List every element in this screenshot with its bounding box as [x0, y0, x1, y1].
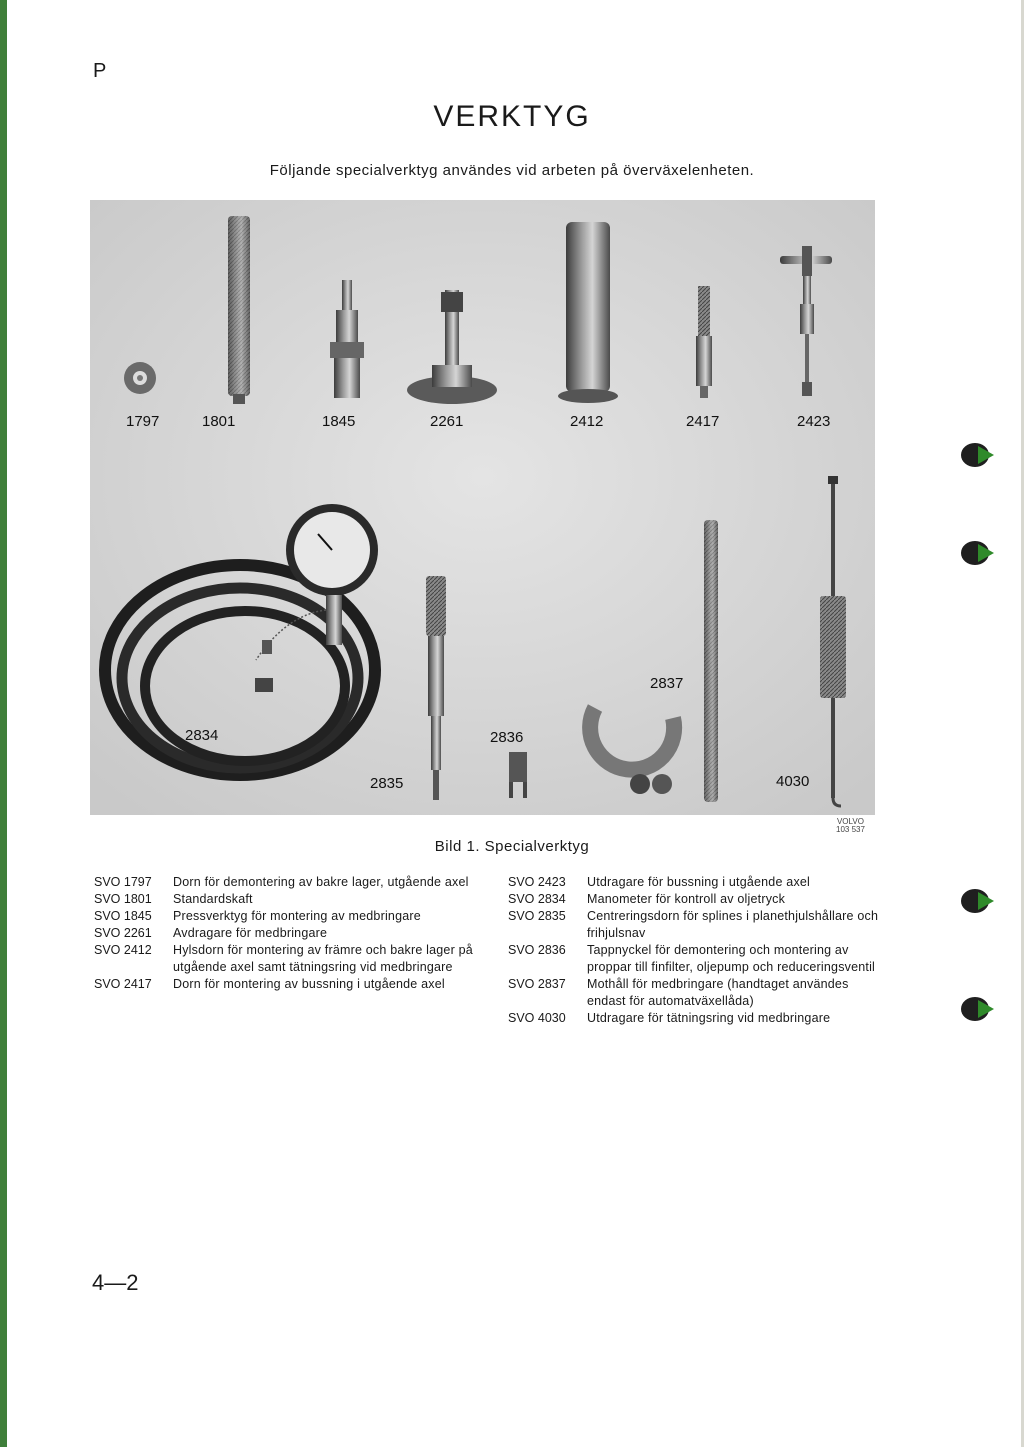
- legend-item: [508, 891, 883, 908]
- tool-2417: [696, 286, 712, 398]
- legend-code: SVO 2412: [94, 943, 152, 957]
- legend-right: [508, 874, 883, 1027]
- label-1845: 1845: [322, 413, 356, 430]
- label-2261: 2261: [430, 413, 464, 430]
- index-tab-3: [960, 886, 996, 916]
- label-2835: 2835: [370, 775, 404, 792]
- legend-desc: Utdragare för bussning i utgående axel: [587, 875, 811, 889]
- tool-2412: [558, 222, 618, 403]
- legend-desc: Centreringsdorn för splines i planethjulshållare och frihjulsnav: [587, 909, 879, 940]
- figure-caption: Bild 1. Specialverktyg: [434, 838, 590, 855]
- legend-code: SVO 2423: [508, 875, 566, 889]
- legend-code: SVO 2834: [508, 892, 566, 906]
- legend-desc: Manometer för kontroll av oljetryck: [587, 892, 786, 906]
- legend-code: SVO 1845: [94, 909, 152, 923]
- legend-code: SVO 1801: [94, 892, 152, 906]
- legend-code: SVO 2835: [508, 909, 566, 923]
- label-1801: 1801: [202, 413, 236, 430]
- legend-desc: Hylsdorn för montering av främre och bakre lager på utgående axel samt tätningsring vid medbringare: [173, 943, 473, 974]
- label-2417: 2417: [686, 413, 720, 430]
- legend-code: SVO 2837: [508, 977, 566, 991]
- legend-desc: Tappnyckel för demontering och montering av proppar till finfilter, oljepump och reduceringsventil: [587, 943, 876, 974]
- legend-left: [94, 874, 494, 993]
- legend-desc: Avdragare för medbringare: [173, 926, 328, 940]
- index-tab-2: [960, 538, 996, 568]
- legend-item: [94, 925, 494, 942]
- label-1797: 1797: [126, 413, 160, 430]
- legend-desc: Pressverktyg för montering av medbringare: [173, 909, 421, 923]
- tool-1801: [228, 216, 250, 404]
- legend-item: [94, 891, 494, 908]
- page-subtitle: Följande specialverktyg användes vid arbeten på överväxelenheten.: [269, 162, 755, 179]
- label-2837: 2837: [650, 675, 684, 692]
- legend-item: [94, 942, 494, 976]
- legend-code: SVO 2417: [94, 977, 152, 991]
- legend-item: [94, 976, 494, 993]
- legend-code: SVO 2836: [508, 943, 566, 957]
- legend-desc: Dorn för montering av bussning i utgående axel: [173, 977, 445, 991]
- tools-photograph: [90, 200, 875, 815]
- legend-code: SVO 4030: [508, 1011, 566, 1025]
- index-tab-4: [960, 994, 996, 1024]
- legend-item: [508, 1010, 883, 1027]
- page-edge-strip: [0, 0, 7, 1447]
- legend-item: [94, 908, 494, 925]
- legend-item: [508, 874, 883, 891]
- legend-desc: Utdragare för tätningsring vid medbringare: [587, 1011, 831, 1025]
- label-2834: 2834: [185, 727, 219, 744]
- label-2836: 2836: [490, 729, 524, 746]
- page-number: 4—2: [92, 1270, 139, 1295]
- legend-desc: Standardskaft: [173, 892, 253, 906]
- label-2423: 2423: [797, 413, 831, 430]
- legend-code: SVO 1797: [94, 875, 152, 889]
- figure-reference: [836, 818, 865, 834]
- tool-1797: [124, 362, 156, 394]
- figure-reference-brand: VOLVO: [836, 817, 864, 826]
- legend-item: [508, 908, 883, 942]
- figure-reference-number: 103 537: [836, 825, 865, 834]
- page-title: VERKTYG: [433, 100, 591, 133]
- legend-code: SVO 2261: [94, 926, 152, 940]
- legend-item: [94, 874, 494, 891]
- legend-desc: Mothåll för medbringare (handtaget användes endast för automatväxellåda): [587, 977, 849, 1008]
- legend-desc: Dorn för demontering av bakre lager, utgående axel: [173, 875, 469, 889]
- label-2412: 2412: [570, 413, 604, 430]
- section-letter: P: [93, 60, 107, 82]
- index-tab-1: [960, 440, 996, 470]
- label-4030: 4030: [776, 773, 810, 790]
- legend-item: [508, 942, 883, 976]
- legend-item: [508, 976, 883, 1010]
